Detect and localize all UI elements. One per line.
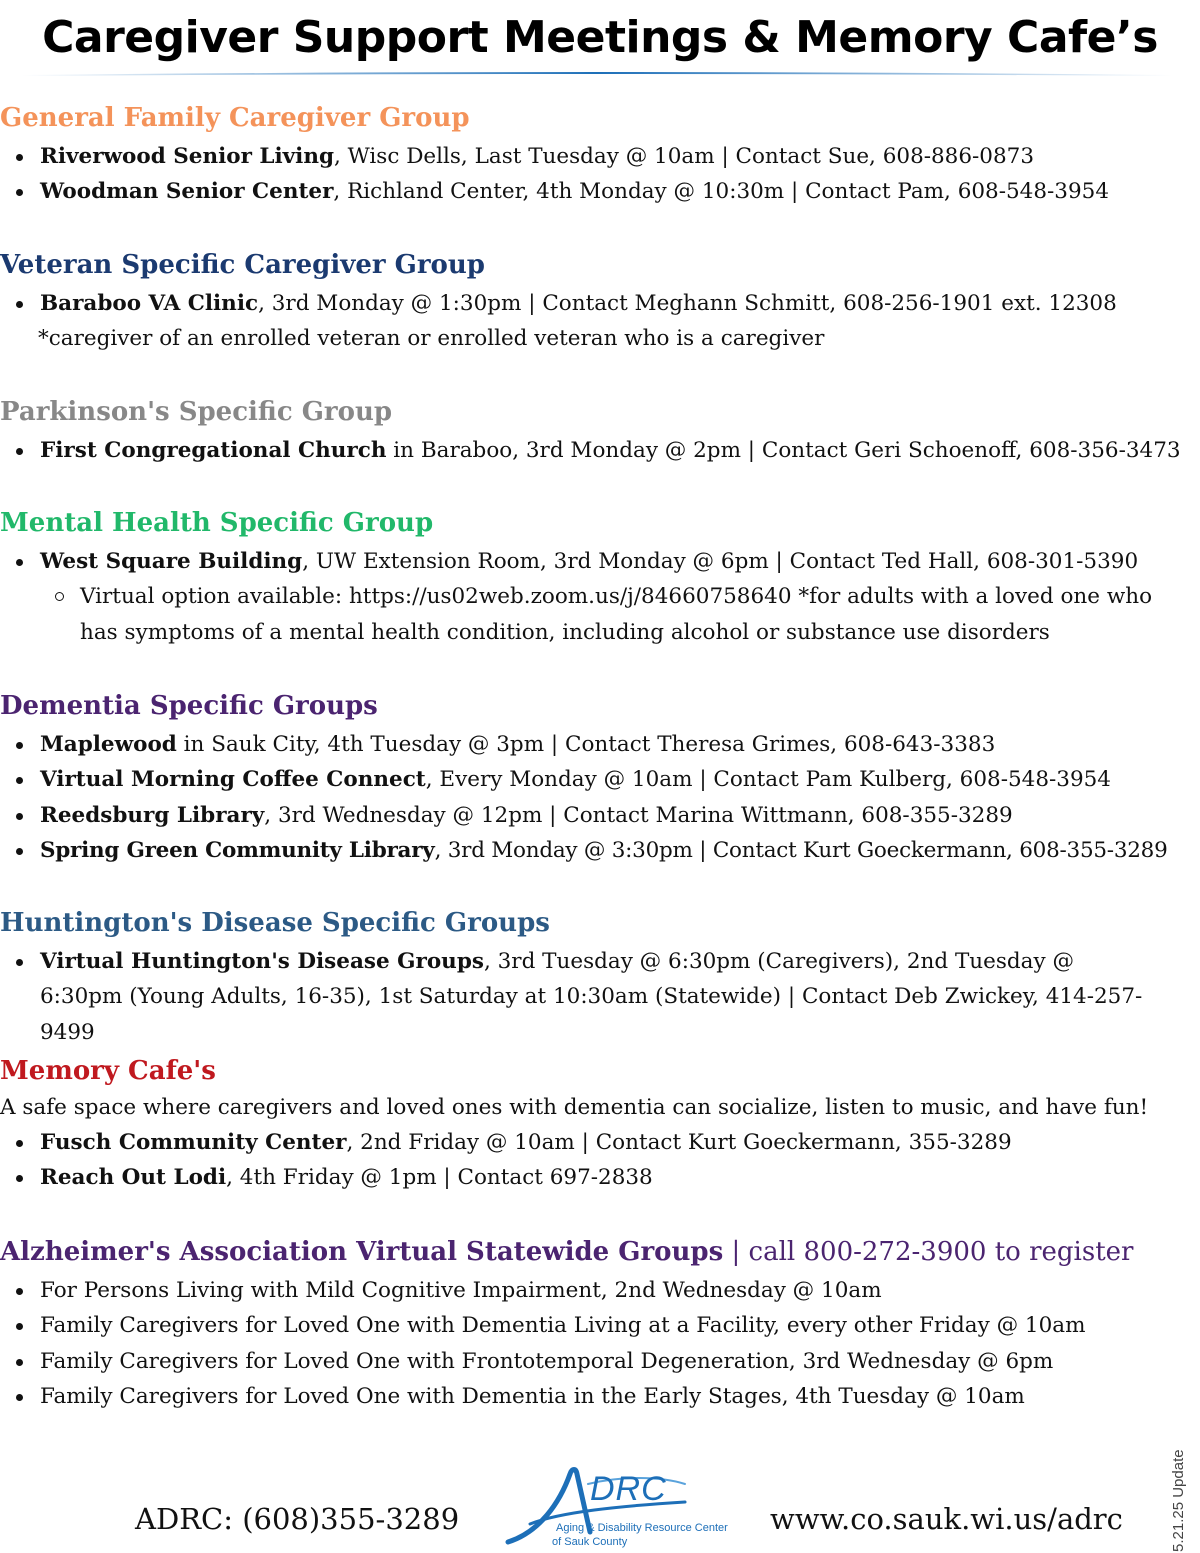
list-parkinson [0, 433, 1200, 468]
list-huntington [0, 944, 1200, 1050]
heading-veteran: Veteran Specific Caregiver Group [0, 250, 485, 280]
footer-phone: ADRC: (608)355-3289 [135, 1502, 460, 1536]
memory-cafe-intro: A safe space where caregivers and loved ones with dementia can socialize, listen to music, and have fun! [0, 1095, 1149, 1120]
heading-general: General Family Caregiver Group [0, 103, 470, 133]
heading-memory-cafe: Memory Cafe's [0, 1056, 216, 1086]
list-mental-health [0, 544, 1200, 579]
list-item: Woodman Senior Center, Richland Center, 4th Monday @ 10:30m | Contact Pam, 608-548-3954 [0, 174, 1200, 209]
list-item: Maplewood in Sauk City, 4th Tuesday @ 3pm | Contact Theresa Grimes, 608-643-3383 [0, 727, 1200, 762]
section-alzheimers [0, 1235, 1200, 1414]
list-item: Reach Out Lodi, 4th Friday @ 1pm | Contact 697-2838 [0, 1160, 1200, 1195]
list-item: Virtual Morning Coffee Connect, Every Monday @ 10am | Contact Pam Kulberg, 608-548-3954 [0, 762, 1200, 797]
section-parkinson [0, 395, 1200, 468]
section-general [0, 101, 1200, 210]
list-alzheimers [0, 1273, 1200, 1414]
section-veteran [0, 248, 1200, 356]
list-dementia [0, 727, 1200, 868]
list-item: For Persons Living with Mild Cognitive Impairment, 2nd Wednesday @ 10am [0, 1273, 1200, 1308]
list-item: Virtual Huntington's Disease Groups, 3rd Tuesday @ 6:30pm (Caregivers), 2nd Tuesday @ 6:30pm (Young Adults, 16-35), 1st Saturday at 10:30am (Statewide) | Contact Deb Zwickey, 414-257-9499 [0, 944, 1160, 1050]
section-huntington [0, 906, 1200, 1050]
list-veteran [0, 286, 1200, 321]
update-date: 5.21.25 Update [1170, 1449, 1187, 1552]
section-mental-health [0, 506, 1200, 650]
list-item: Fusch Community Center, 2nd Friday @ 10am | Contact Kurt Goeckermann, 355-3289 [0, 1125, 1200, 1160]
list-item: First Congregational Church in Baraboo, 3rd Monday @ 2pm | Contact Geri Schoenoff, 608-356-3473 [0, 433, 1200, 468]
list-item: Riverwood Senior Living, Wisc Dells, Last Tuesday @ 10am | Contact Sue, 608-886-0873 [0, 139, 1200, 174]
list-general [0, 139, 1200, 210]
logo-subtitle: Aging & Disability Resource Center [556, 1522, 728, 1534]
list-item: Baraboo VA Clinic, 3rd Monday @ 1:30pm | Contact Meghann Schmitt, 608-256-1901 ext. 12308 [0, 286, 1200, 321]
section-dementia [0, 689, 1200, 868]
section-memory-cafe [0, 1054, 1200, 1196]
veteran-note: *caregiver of an enrolled veteran or enrolled veteran who is a caregiver [38, 326, 825, 352]
logo-subtitle-county: of Sauk County [552, 1536, 628, 1548]
list-item: West Square Building, UW Extension Room, 3rd Monday @ 6pm | Contact Ted Hall, 608-301-5390 [0, 544, 1200, 579]
list-item: Spring Green Community Library, 3rd Monday @ 3:30pm | Contact Kurt Goeckermann, 608-355-3289 [0, 833, 1200, 868]
title-underline [22, 70, 1172, 78]
page-title: Caregiver Support Meetings & Memory Cafe’s [42, 12, 1158, 63]
footer-website: www.co.sauk.wi.us/adrc [770, 1502, 1123, 1536]
heading-dementia: Dementia Specific Groups [0, 691, 378, 721]
heading-alzheimers: Alzheimer's Association Virtual Statewide Groups | call 800-272-3900 to register [0, 1237, 1134, 1267]
heading-huntington: Huntington's Disease Specific Groups [0, 908, 550, 938]
heading-parkinson: Parkinson's Specific Group [0, 397, 393, 427]
heading-mental-health: Mental Health Specific Group [0, 508, 434, 538]
list-memory-cafe [0, 1125, 1200, 1196]
mental-health-virtual-note: Virtual option available: https://us02web.zoom.us/j/84660758640 *for adults with a loved one who has symptoms of a mental health condition, including alcohol or substance use disorders [0, 579, 1180, 650]
list-item: Reedsburg Library, 3rd Wednesday @ 12pm | Contact Marina Wittmann, 608-355-3289 [0, 798, 1200, 833]
list-item: Family Caregivers for Loved One with Dementia in the Early Stages, 4th Tuesday @ 10am [0, 1379, 1200, 1414]
logo-text: DRC [590, 1470, 667, 1508]
list-item: Family Caregivers for Loved One with Frontotemporal Degeneration, 3rd Wednesday @ 6pm [0, 1344, 1200, 1379]
list-item: Family Caregivers for Loved One with Dementia Living at a Facility, every other Friday @ 10am [0, 1308, 1200, 1343]
